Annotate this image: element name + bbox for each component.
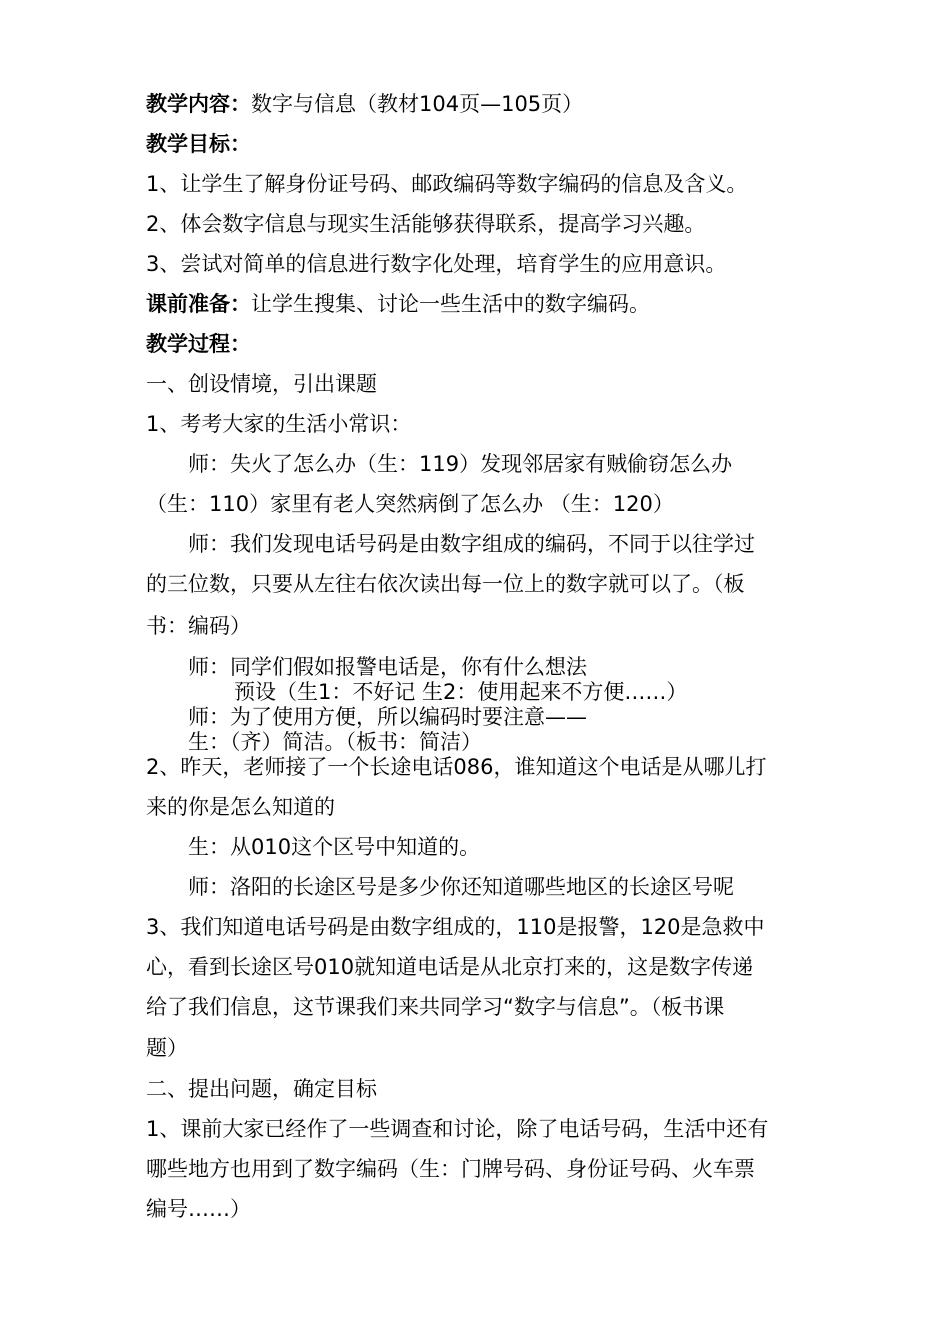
paragraph-line: 预设（生1：不好记 生2：使用起来不方便……） [234,680,688,704]
paragraph-line: 生：（齐）简洁。（板书：简洁） [188,730,482,754]
paragraph-line: 2、昨天，老师接了一个长途电话086，谁知道这个电话是从哪儿打 [146,755,767,779]
content-line [146,90,583,118]
paragraph-line: 师：我们发现电话号码是由数字组成的编码，不同于以往学过 [188,532,755,556]
paragraph-line: 书：编码） [146,614,251,638]
paragraph-line: 的三位数，只要从左往右依次读出每一位上的数字就可以了。（板 [146,572,745,596]
goal-item: 2、体会数字信息与现实生活能够获得联系，提高学习兴趣。 [146,212,706,236]
goals-heading: 教学目标： [146,132,251,156]
paragraph-line: 来的你是怎么知道的 [146,795,335,819]
section-heading: 一、创设情境，引出课题 [146,372,377,396]
prep-line [146,290,650,318]
prep-label: 课前准备： [146,292,251,316]
content-label: 教学内容： [146,92,251,116]
section-heading: 二、提出问题，确定目标 [146,1077,377,1101]
goal-item: 3、尝试对简单的信息进行数字化处理，培育学生的应用意识。 [146,252,727,276]
paragraph-line: 师：失火了怎么办（生：119）发现邻居家有贼偷窃怎么办 [188,452,733,476]
paragraph-line: 生：从010这个区号中知道的。 [188,835,481,859]
paragraph-line: 给了我们信息，这节课我们来共同学习“数字与信息”。（板书课 [146,995,725,1019]
paragraph-line: （生：110）家里有老人突然病倒了怎么办 （生：120） [146,492,674,516]
goal-item: 1、让学生了解身份证号码、邮政编码等数字编码的信息及含义。 [146,172,748,196]
paragraph-line: 师：为了使用方便，所以编码时要注意—— [188,705,587,729]
paragraph-line: 编号……） [146,1197,251,1221]
content-text: 数字与信息（教材104页—105页） [251,92,584,116]
paragraph-line: 1、课前大家已经作了一些调查和讨论，除了电话号码，生活中还有 [146,1117,769,1141]
paragraph-line: 题） [146,1036,188,1060]
paragraph-line: 师：洛阳的长途区号是多少你还知道哪些地区的长途区号呢 [188,875,734,899]
paragraph-line: 哪些地方也用到了数字编码（生：门牌号码、身份证号码、火车票 [146,1157,755,1181]
paragraph-line: 师：同学们假如报警电话是，你有什么想法 [188,655,587,679]
paragraph-line: 1、考考大家的生活小常识： [146,412,412,436]
paragraph-line: 心，看到长途区号010就知道电话是从北京打来的，这是数字传递 [146,955,754,979]
prep-text: 让学生搜集、讨论一些生活中的数字编码。 [251,292,650,316]
paragraph-line: 3、我们知道电话号码是由数字组成的，110是报警，120是急救中 [146,915,765,939]
process-heading: 教学过程： [146,332,251,356]
